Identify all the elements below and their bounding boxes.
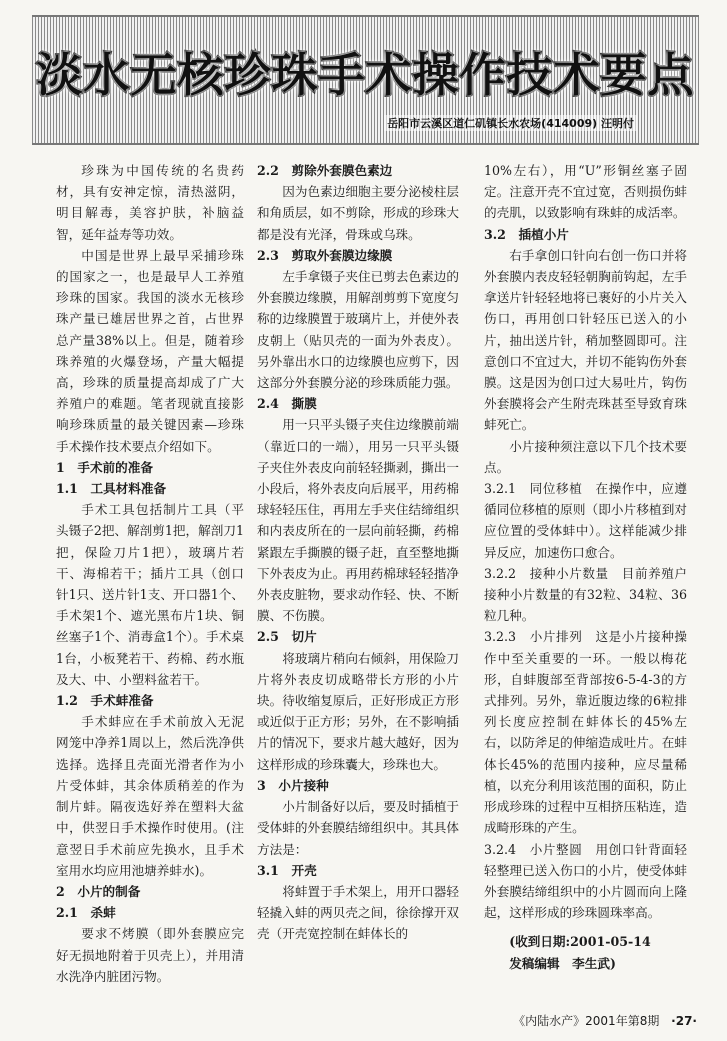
paragraph: 中国是世界上最早采捕珍珠的国家之一，也是最早人工养殖珍珠的国家。我国的淡水无核珍珠产量已雄居世界之首，占世界总产量38%以上。但是，随着珍珠养殖的火爆登场，产量大幅提高，珍珠的质量提高却成了广大养殖户的难题。笔者现就直接影响珍珠质量的最关键因素—珍珠手术操作技术要点介绍如下。	[56, 247, 244, 454]
paragraph: 将玻璃片稍向右倾斜，用保险刀片将外表皮切成略带长方形的小片块。待收缩复原后，正好形成正方形或近似于正方形；另外，在不影响插片的情况下，要求片越大越好，因为这样形成的珍珠囊大，珍珠也大。	[257, 650, 459, 772]
paragraph: 左手拿镊子夹住已剪去色素边的外套膜边缘膜，用解剖剪剪下宽度匀称的边缘膜置于玻璃片上，并使外表皮朝上（贴贝壳的一面为外表皮）。另外靠出水口的边缘膜也应剪下，因这部分外套膜分泌的珍珠质能力强。	[257, 269, 459, 391]
subsection-heading: 2.4 撕膜	[257, 396, 317, 412]
paragraph: 珍珠为中国传统的名贵药材，具有安神定惊，清热滋阴，明目解毒，美容护肤，补脑益智，延年益寿等功效。	[56, 163, 244, 242]
paragraph: 3.2.4 小片整圆 用创口针背面轻轻整理已送入伤口的小片，使受体蚌外套膜结缔组织中的小片圆而向上隆起，这样形成的珍珠圆珠率高。	[484, 841, 687, 921]
subsection-heading: 1.2 手术蚌准备	[56, 693, 154, 709]
paragraph: 因为色素边细胞主要分泌棱柱层和角质层，如不剪除，形成的珍珠大都是没有光泽，骨珠或乌珠。	[257, 184, 459, 242]
paragraph: 3.2.3 小片排列 这是小片接种操作中至关重要的一环。一般以梅花形，自蚌腹部至背部按6-5-4-3的方式排列。另外，靠近腹边缘的6粒排列长度应控制在蚌体长的45%左右，以防斧足的伸缩造成吐片。在蚌体长45%的范围内接种，应尽量稀植，以充分利用该范围的面积，防止形成珍珠的过程中互相挤压粘连，造成畸形珠的产生。	[484, 629, 687, 836]
paragraph: 小片制备好以后，要及时插植于受体蚌的外套膜结缔组织中。其具体方法是：	[257, 799, 459, 857]
paragraph: 小片接种须注意以下几个技术要点。	[484, 438, 687, 475]
section-heading: 1 手术前的准备	[56, 459, 153, 475]
paragraph: 右手拿创口针向右创一伤口并将外套膜内表皮轻轻朝胸前钩起，左手拿送片针轻轻地将已裹好的小片关入伤口，再用创口针轻压已送入的小片，抽出送片针，稍加整圆即可。注意创口不宜过大，并切不能钩伤外套膜。这是因为创口过大易吐片，钩伤外套膜将会产生附壳珠甚至导致育珠蚌死亡。	[484, 247, 687, 433]
subsection-heading: 2.5 切片	[257, 629, 317, 645]
page-number: ·27·	[671, 1014, 697, 1028]
article-title: 淡水无核珍珠手术操作技术要点	[36, 48, 695, 102]
editor-credit: 发稿编辑 李生武)	[509, 955, 616, 971]
subsection-heading: 1.1 工具材料准备	[56, 481, 167, 497]
page-footer	[513, 1012, 697, 1029]
subsection-heading: 3.1 开壳	[257, 862, 317, 878]
paragraph: 10%左右），用“U”形铜丝塞子固定。注意开壳不宜过宽，否则损伤蚌的壳肌，以致影响有珠蚌的成活率。	[484, 163, 687, 221]
section-heading: 3 小片接种	[257, 777, 329, 793]
received-date: (收到日期:2001-05-14	[509, 934, 651, 950]
subsection-heading: 3.2 插植小片	[484, 226, 569, 242]
column-2	[257, 160, 459, 945]
paragraph: 将蚌置于手术架上，用开口器轻轻撬入蚌的两贝壳之间，徐徐撑开双壳（开壳宽控制在蚌体长的	[257, 883, 459, 942]
author-byline: 岳阳市云溪区道仁矶镇长水农场(414009) 汪明付	[384, 115, 637, 131]
section-heading: 2 小片的制备	[56, 883, 141, 899]
subsection-heading: 2.3 剪取外套膜边缘膜	[257, 247, 393, 263]
paragraph: 要求不烤膜（即外套膜应完好无损地附着于贝壳上），并用清水洗净内脏团污物。	[56, 926, 244, 984]
paragraph: 手术工具包括制片工具（平头镊子2把、解剖剪1把，解剖刀1把，保险刀片1把），玻璃片若干、海棉若干；插片工具（创口针1只、送片针1支、开口器1个、手术架1个、遮光黑布片1块、铜丝塞子1个、消毒盒1个）。手术桌1台，小板凳若干、药棉、药水瓶及大、中、小塑料盆若干。	[56, 502, 244, 687]
paragraph: 3.2.1 同位移植 在操作中，应遵循同位移植的原则（即小片移植到对应位置的受体蚌中）。这样能减少排异反应，加速伤口愈合。	[484, 481, 687, 560]
paragraph: 用一只平头镊子夹住边缘膜前端（靠近口的一端），用另一只平头镊子夹住外表皮向前轻轻撕剥，撕出一小段后，将外表皮向后展平，用药棉球轻轻压住，再用左手夹住结缔组织和内表皮所在的一层向前轻撕，药棉紧跟左手撕膜的镊子赶，直至整地撕下外表皮为止。再用药棉球轻轻揩净外表皮脏物，要求动作轻、快、不断膜、不伤膜。	[257, 417, 459, 624]
paragraph: 手术蚌应在手术前放入无泥网笼中净养1周以上，然后洗净供选择。选择且壳面光滑者作为小片受体蚌，其余体质稍差的作为制片蚌。隔夜选好养在塑料大盆中，供翌日手术操作时使用。(注意翌日手术前应先换水，且手术室用水均应用池塘养蚌水)。	[56, 714, 244, 878]
paragraph: 3.2.2 接种小片数量 目前养殖户接种小片数量的有32粒、34粒、36粒几种。	[484, 565, 687, 624]
journal-issue: 《内陆水产》2001年第8期	[513, 1014, 660, 1028]
subsection-heading: 2.2 剪除外套膜色素边	[257, 163, 393, 178]
title-banner	[32, 15, 699, 145]
subsection-heading: 2.1 杀蚌	[56, 905, 116, 921]
column-1	[56, 160, 244, 987]
column-3	[484, 160, 687, 974]
